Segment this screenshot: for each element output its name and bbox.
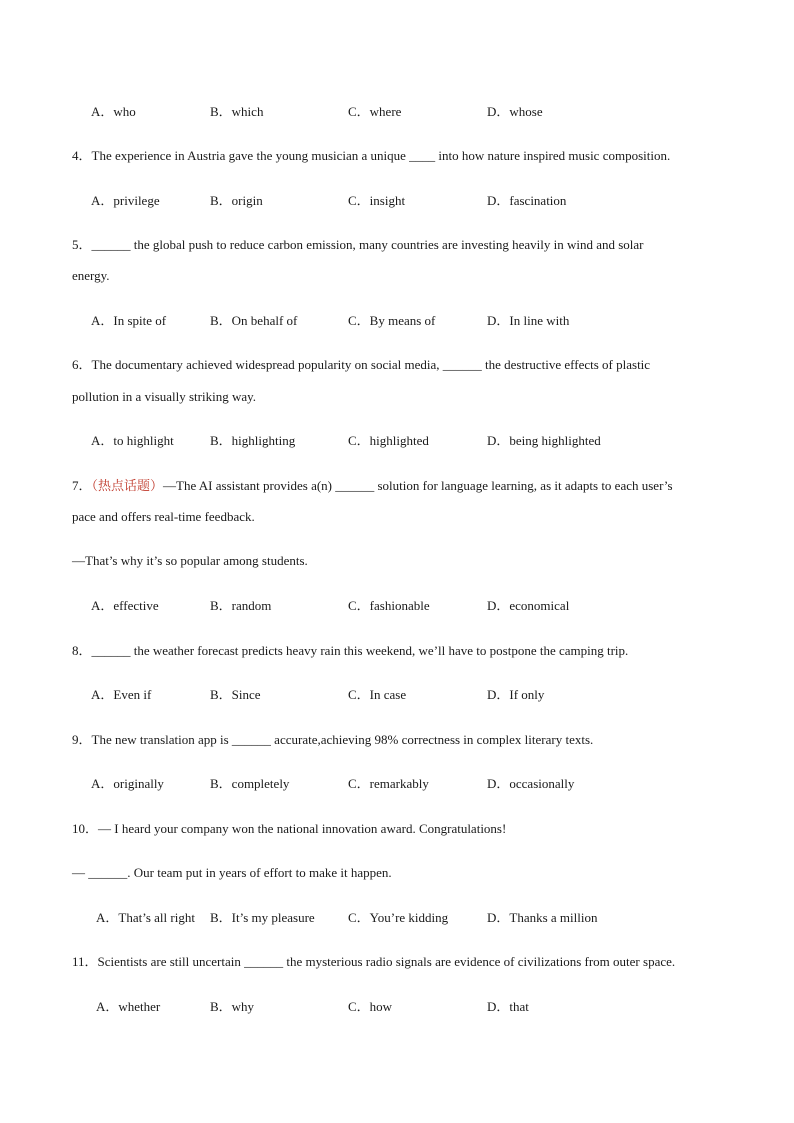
q11-option-a: A．whether xyxy=(96,999,161,1014)
q7-stem-text: —The AI assistant provides a(n) ______ solution for language learning, as it adapts to each user’s xyxy=(163,478,673,493)
q10-stem-line1: 10．— I heard your company won the national innovation award. Congratulations! xyxy=(72,821,507,836)
q8-options xyxy=(0,687,794,703)
q7-option-c: C．fashionable xyxy=(348,598,430,613)
q10-option-b: B．It’s my pleasure xyxy=(210,910,315,925)
q5-stem-line2: energy. xyxy=(72,268,110,283)
q3-option-b: B．which xyxy=(210,104,264,119)
q8-option-a: A．Even if xyxy=(91,687,152,702)
q6-option-b: B．highlighting xyxy=(210,433,296,448)
q4-option-d: D．fascination xyxy=(487,193,567,208)
q5-option-d: D．In line with xyxy=(487,313,570,328)
q3-option-a: A．who xyxy=(91,104,136,119)
q7-stem-line2: pace and offers real-time feedback. xyxy=(72,509,255,524)
q10-option-d: D．Thanks a million xyxy=(487,910,598,925)
q5-option-a: A．In spite of xyxy=(91,313,167,328)
q5-option-b: B．On behalf of xyxy=(210,313,298,328)
q7-number: 7． xyxy=(72,478,92,493)
q10-stem-line2: — ______. Our team put in years of effort to make it happen. xyxy=(72,865,392,880)
q7-stem-line1 xyxy=(72,478,673,494)
q11-option-c: C．how xyxy=(348,999,393,1014)
q7-option-d: D．economical xyxy=(487,598,570,613)
q4-option-a: A．privilege xyxy=(91,193,160,208)
q3-option-c: C．where xyxy=(348,104,402,119)
q11-stem: 11．Scientists are still uncertain ______ the mysterious radio signals are evidence of civilizations from outer space. xyxy=(72,954,676,969)
q8-option-c: C．In case xyxy=(348,687,407,702)
q11-options xyxy=(0,999,794,1015)
q5-stem-line1: 5．______ the global push to reduce carbon emission, many countries are investing heavily in wind and solar xyxy=(72,237,644,252)
q7-topic-tag: （热点话题） xyxy=(91,478,164,493)
q9-option-b: B．completely xyxy=(210,776,290,791)
q4-stem: 4．The experience in Austria gave the young musician a unique ____ into how nature inspired music composition. xyxy=(72,148,671,163)
q6-option-a: A．to highlight xyxy=(91,433,174,448)
q7-option-a: A．effective xyxy=(91,598,159,613)
q8-stem: 8．______ the weather forecast predicts heavy rain this weekend, we’ll have to postpone the camping trip. xyxy=(72,643,629,658)
q10-options xyxy=(0,910,794,926)
q6-option-d: D．being highlighted xyxy=(487,433,601,448)
q6-stem-line1: 6．The documentary achieved widespread popularity on social media, ______ the destructive effects of plastic xyxy=(72,357,651,372)
q4-options xyxy=(0,193,794,209)
q8-option-b: B．Since xyxy=(210,687,261,702)
q9-option-c: C．remarkably xyxy=(348,776,429,791)
q5-option-c: C．By means of xyxy=(348,313,436,328)
q6-option-c: C．highlighted xyxy=(348,433,429,448)
q6-stem-line2: pollution in a visually striking way. xyxy=(72,389,257,404)
q7-option-b: B．random xyxy=(210,598,272,613)
q5-options xyxy=(0,313,794,329)
q3-options xyxy=(0,104,794,120)
q7-options xyxy=(0,598,794,614)
q9-options xyxy=(0,776,794,792)
q7-reply: —That’s why it’s so popular among students. xyxy=(72,553,308,568)
q10-option-c: C．You’re kidding xyxy=(348,910,449,925)
q4-option-b: B．origin xyxy=(210,193,263,208)
q11-option-b: B．why xyxy=(210,999,255,1014)
q11-option-d: D．that xyxy=(487,999,529,1014)
q3-option-d: D．whose xyxy=(487,104,543,119)
q9-stem: 9．The new translation app is ______ accurate,achieving 98% correctness in complex literary texts. xyxy=(72,732,594,747)
q4-option-c: C．insight xyxy=(348,193,406,208)
q9-option-d: D．occasionally xyxy=(487,776,575,791)
q9-option-a: A．originally xyxy=(91,776,164,791)
q10-option-a: A．That’s all right xyxy=(96,910,195,925)
q8-option-d: D．If only xyxy=(487,687,545,702)
q6-options xyxy=(0,433,794,449)
